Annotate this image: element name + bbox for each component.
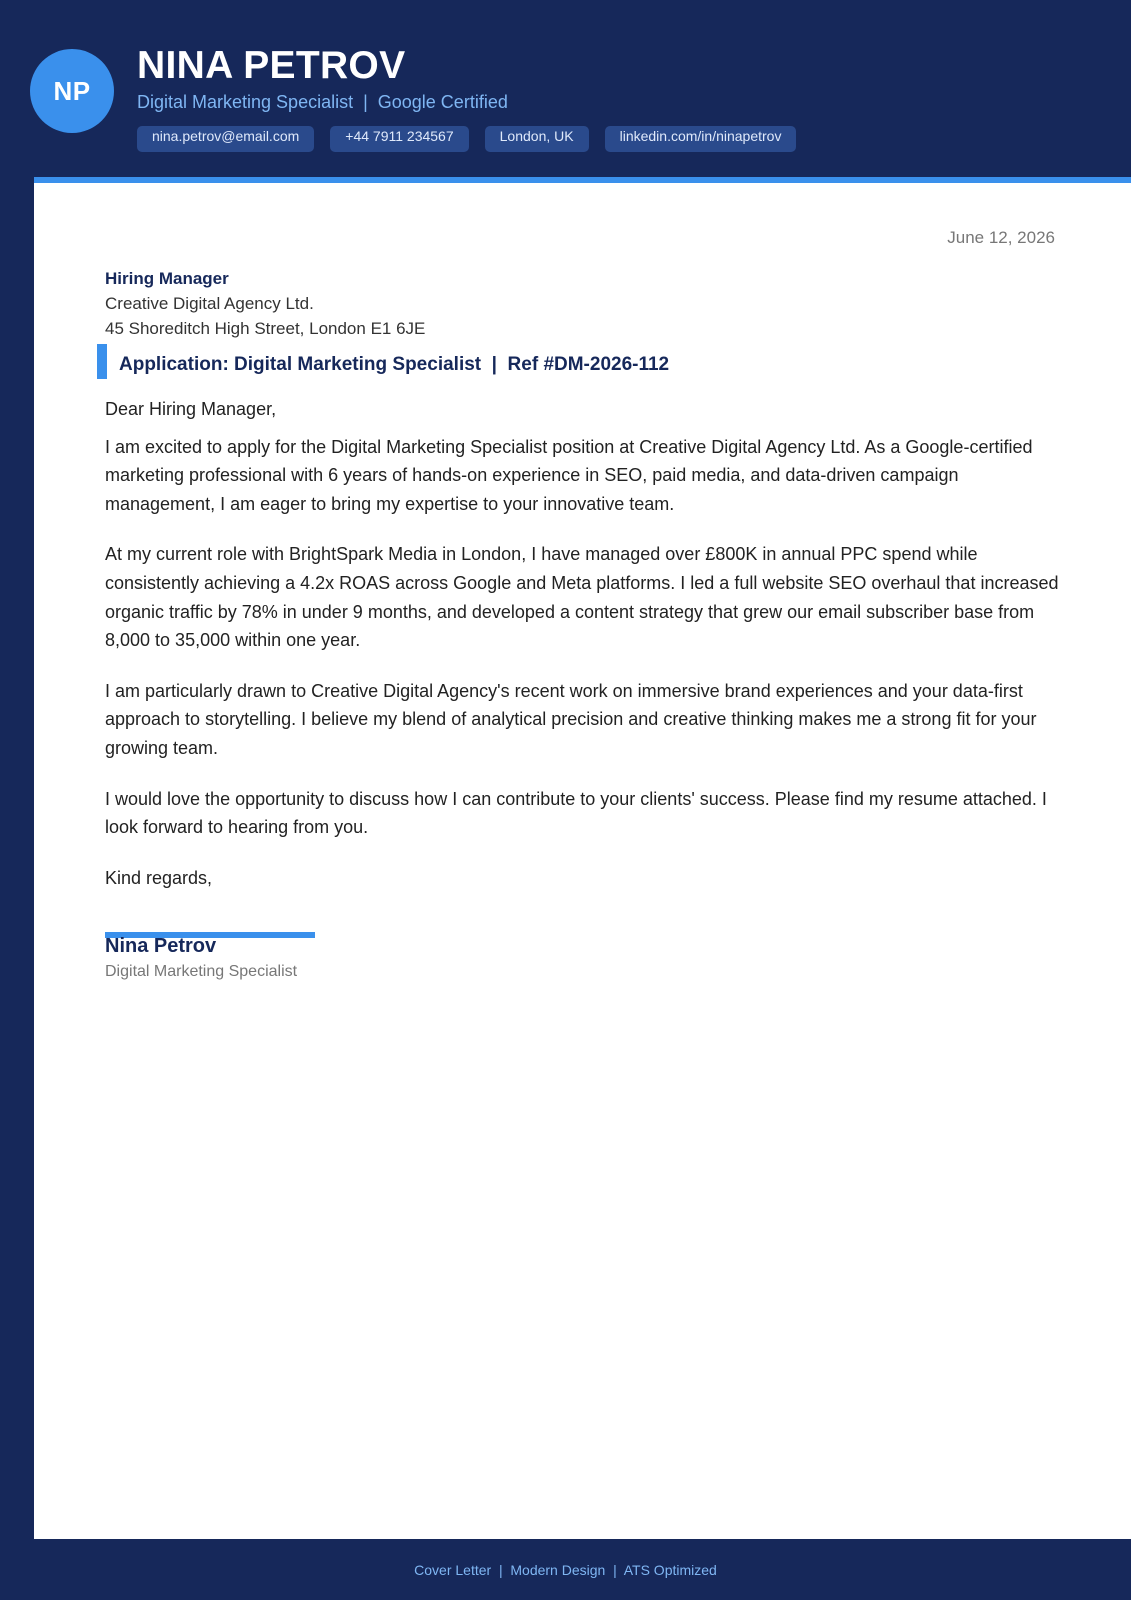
footer-text: Cover Letter | Modern Design | ATS Optimized bbox=[414, 1562, 717, 1578]
body-paragraph-4: I would love the opportunity to discuss how I can contribute to your clients' success. Please find my resume attached. I look forward to hearing from you. bbox=[105, 788, 1047, 838]
recipient-role: Hiring Manager bbox=[105, 269, 229, 288]
subject-line: Application: Digital Marketing Specialist | Ref #DM-2026-112 bbox=[119, 354, 670, 375]
header-banner bbox=[0, 0, 1131, 178]
closing: Kind regards, bbox=[105, 867, 213, 888]
contact-location: London, UK bbox=[485, 126, 589, 152]
letter-body bbox=[105, 395, 1065, 892]
recipient-company: Creative Digital Agency Ltd. bbox=[105, 294, 314, 313]
letter-page bbox=[34, 183, 1131, 1539]
body-paragraph-1: I am excited to apply for the Digital Marketing Specialist position at Creative Digital Agency Ltd. As a Google-certified marketing professional with 6 years of hands-on experience in SEO, paid media, and data-driven campaign management, I am eager to bring my expertise to your innovative team. bbox=[105, 436, 1033, 514]
body-paragraph-2: At my current role with BrightSpark Media in London, I have managed over £800K in annual PPC spend while consistently achieving a 4.2x ROAS across Google and Meta platforms. I led a full website SEO overhaul that increased organic traffic by 78% in under 9 months, and developed a content strategy that grew our email subscriber base from 8,000 to 35,000 within one year. bbox=[105, 544, 1059, 651]
contact-chips bbox=[137, 126, 796, 152]
letter-date: June 12, 2026 bbox=[947, 228, 1055, 247]
recipient-address: 45 Shoreditch High Street, London E1 6JE bbox=[105, 319, 426, 338]
recipient-block bbox=[105, 266, 425, 341]
applicant-subtitle: Digital Marketing Specialist | Google Certified bbox=[137, 92, 508, 112]
signature-name: Nina Petrov bbox=[105, 935, 217, 957]
body-paragraph-3: I am particularly drawn to Creative Digital Agency's recent work on immersive brand experiences and your data-first approach to storytelling. I believe my blend of analytical precision and creative thinking makes me a strong fit for your growing team. bbox=[105, 680, 1037, 758]
avatar: NP bbox=[30, 49, 114, 133]
signature-title: Digital Marketing Specialist bbox=[105, 963, 298, 980]
salutation: Dear Hiring Manager, bbox=[105, 399, 277, 419]
contact-linkedin[interactable]: linkedin.com/in/ninapetrov bbox=[605, 126, 797, 152]
contact-phone[interactable]: +44 7911 234567 bbox=[330, 126, 468, 152]
subject-accent-bar bbox=[97, 344, 107, 379]
applicant-name: NINA PETROV bbox=[137, 44, 406, 87]
contact-email[interactable]: nina.petrov@email.com bbox=[137, 126, 314, 152]
